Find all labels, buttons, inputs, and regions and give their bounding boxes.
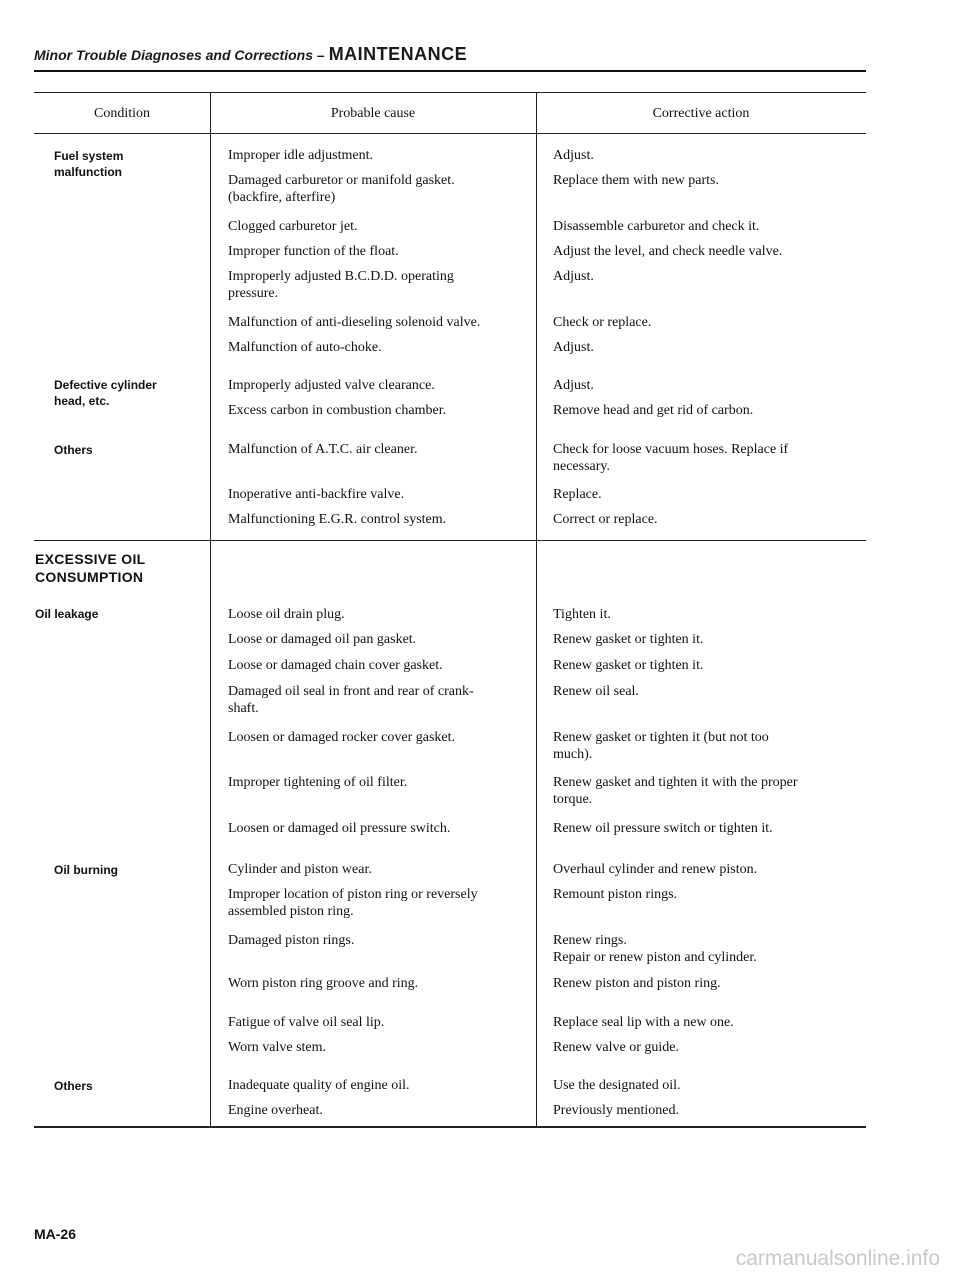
header-rule (34, 70, 866, 72)
cause-text: Malfunction of A.T.C. air cleaner. (228, 442, 418, 457)
action-text: Previously mentioned. (553, 1103, 679, 1118)
condition-others: Others (54, 1079, 93, 1093)
condition-oil-burning: Oil burning (54, 863, 118, 877)
cause-text: Improper location of piston ring or reversely assembled piston ring. (228, 887, 478, 919)
cause-text: Worn piston ring groove and ring. (228, 976, 419, 991)
column-header-action: Corrective action (652, 106, 750, 121)
page-header (34, 44, 866, 70)
column-rule-2 (536, 92, 537, 1128)
cause-text: Damaged piston rings. (228, 933, 355, 948)
table-top-rule (34, 92, 866, 93)
watermark: carmanualsonline.info (735, 1247, 940, 1270)
cause-text: Clogged carburetor jet. (228, 219, 358, 234)
condition-oil-leakage: Oil leakage (35, 607, 99, 621)
cause-text: Fatigue of valve oil seal lip. (228, 1015, 385, 1030)
action-text: Replace them with new parts. (553, 173, 720, 188)
cause-text: Improper idle adjustment. (228, 148, 374, 163)
condition-fuel-system: Fuel system malfunction (54, 149, 124, 179)
cause-text: Improperly adjusted B.C.D.D. operating pressure. (228, 269, 454, 301)
table-bottom-rule (34, 1126, 866, 1128)
column-header-cause: Probable cause (330, 106, 416, 121)
cause-text: Cylinder and piston wear. (228, 862, 372, 877)
action-text: Correct or replace. (553, 512, 658, 527)
cause-text: Worn valve stem. (228, 1040, 327, 1055)
section-divider (34, 540, 866, 541)
section-title-excessive-oil-consumption: EXCESSIVE OIL CONSUMPTION (35, 551, 146, 585)
cause-text: Loosen or damaged rocker cover gasket. (228, 730, 456, 745)
cause-text: Improper tightening of oil filter. (228, 775, 408, 790)
action-text: Renew valve or guide. (553, 1040, 679, 1055)
action-text: Remove head and get rid of carbon. (553, 403, 754, 418)
page-number: MA-26 (34, 1226, 77, 1242)
cause-text: Loosen or damaged oil pressure switch. (228, 821, 451, 836)
cause-text: Damaged carburetor or manifold gasket. (backfire, afterfire) (228, 173, 455, 205)
action-text: Adjust. (553, 378, 594, 393)
action-text: Adjust. (553, 148, 594, 163)
cause-text: Inadequate quality of engine oil. (228, 1078, 410, 1093)
cause-text: Improperly adjusted valve clearance. (228, 378, 435, 393)
cause-text: Loose oil drain plug. (228, 607, 345, 622)
condition-others: Others (54, 443, 93, 457)
condition-defective-cylinder-head: Defective cylinder head, etc. (54, 378, 157, 408)
cause-text: Improper function of the float. (228, 244, 399, 259)
cause-text: Malfunctioning E.G.R. control system. (228, 512, 447, 527)
cause-text: Inoperative anti-backfire valve. (228, 487, 405, 502)
action-text: Renew piston and piston ring. (553, 976, 721, 991)
action-text: Replace seal lip with a new one. (553, 1015, 734, 1030)
action-text: Tighten it. (553, 607, 611, 622)
action-text: Remount piston rings. (553, 887, 678, 902)
cause-text: Engine overheat. (228, 1103, 323, 1118)
table-head-rule (34, 133, 866, 134)
action-text: Renew gasket or tighten it. (553, 658, 704, 673)
cause-text: Damaged oil seal in front and rear of crank- shaft. (228, 684, 474, 716)
cause-text: Loose or damaged chain cover gasket. (228, 658, 443, 673)
action-text: Check or replace. (553, 315, 652, 330)
action-text: Use the designated oil. (553, 1078, 681, 1093)
column-rule-1 (210, 92, 211, 1128)
action-text: Disassemble carburetor and check it. (553, 219, 760, 234)
action-text: Adjust. (553, 340, 594, 355)
action-text: Renew rings. Repair or renew piston and cylinder. (553, 933, 757, 965)
header-title: MAINTENANCE (328, 44, 468, 64)
action-text: Overhaul cylinder and renew piston. (553, 862, 758, 877)
header-subtitle: Minor Trouble Diagnoses and Corrections – (34, 47, 325, 63)
action-text: Adjust the level, and check needle valve. (553, 244, 783, 259)
action-text: Renew gasket or tighten it (but not too much). (553, 730, 769, 762)
action-text: Replace. (553, 487, 602, 502)
cause-text: Excess carbon in combustion chamber. (228, 403, 447, 418)
column-header-condition: Condition (93, 106, 150, 121)
cause-text: Malfunction of anti-dieseling solenoid valve. (228, 315, 481, 330)
action-text: Check for loose vacuum hoses. Replace if necessary. (553, 442, 789, 474)
action-text: Renew gasket or tighten it. (553, 632, 704, 647)
cause-text: Malfunction of auto-choke. (228, 340, 382, 355)
action-text: Adjust. (553, 269, 594, 284)
cause-text: Loose or damaged oil pan gasket. (228, 632, 417, 647)
action-text: Renew gasket and tighten it with the proper torque. (553, 775, 798, 807)
action-text: Renew oil seal. (553, 684, 639, 699)
action-text: Renew oil pressure switch or tighten it. (553, 821, 773, 836)
